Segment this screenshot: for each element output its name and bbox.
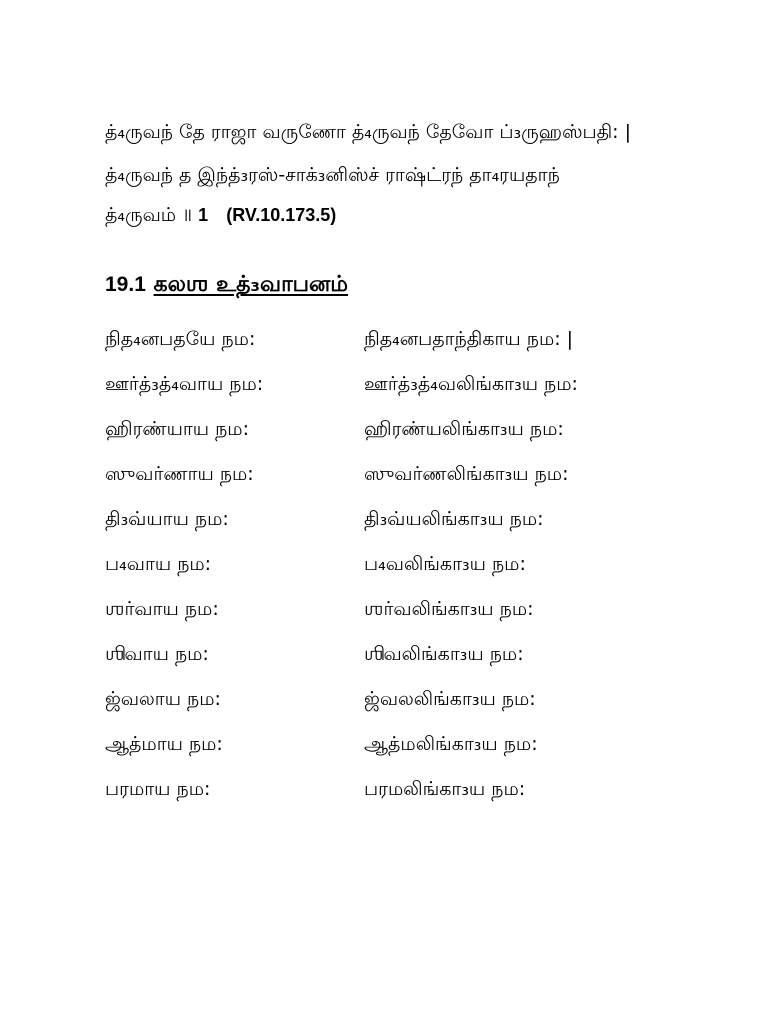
section-title: கலஶ உத்₃வாபனம் [153, 272, 349, 297]
name-right: ஹிரண்யலிங்கா₃ய நம: [364, 418, 564, 440]
name-right: ஸுவர்ணலிங்கா₃ய நம: [364, 463, 569, 485]
list-item [105, 508, 725, 553]
name-right: நித₄னபதாந்திகாய நம: | [364, 328, 574, 350]
name-right: ஶர்வலிங்கா₃ய நம: [364, 598, 534, 620]
name-left: ஶர்வாய நம: [105, 598, 219, 620]
name-right: ஊர்த்₃த்₄வலிங்கா₃ய நம: [364, 373, 578, 395]
list-item [105, 643, 725, 688]
list-item [105, 463, 725, 508]
names-list [105, 328, 725, 823]
verse-line-3-text: த்₄ருவம் ॥ [105, 204, 199, 226]
name-left: ஸுவர்ணாய நம: [105, 463, 254, 485]
name-left: ஜ்வலாய நம: [105, 688, 221, 710]
name-left: ஹிரண்யாய நம: [105, 418, 249, 440]
verse-line-3 [105, 203, 336, 227]
name-right: ப₄வலிங்கா₃ய நம: [364, 553, 526, 575]
name-left: தி₃வ்யாய நம: [105, 508, 229, 530]
name-right: தி₃வ்யலிங்கா₃ய நம: [364, 508, 544, 530]
verse-line-2: த்₄ருவந் த இந்த்₃ரஸ்-சாக்₃னிஸ்ச் ராஷ்ட்ரந் தா₄ரயதாந் [105, 164, 560, 186]
list-item [105, 418, 725, 463]
name-right: ஶிவலிங்கா₃ய நம: [364, 643, 524, 665]
name-right: பரமலிங்கா₃ய நம: [364, 778, 526, 800]
list-item [105, 733, 725, 778]
list-item [105, 688, 725, 733]
section-number: 19.1 [105, 273, 146, 296]
section-heading [105, 272, 348, 300]
list-item [105, 328, 725, 373]
verse-number: 1 [198, 205, 209, 225]
list-item [105, 553, 725, 598]
name-left: ஶிவாய நம: [105, 643, 209, 665]
name-left: பரமாய நம: [105, 778, 211, 800]
name-left: நித₄னபதயே நம: [105, 328, 256, 350]
name-left: ஊர்த்₃த்₄வாய நம: [105, 373, 264, 395]
name-left: ப₄வாய நம: [105, 553, 212, 575]
list-item [105, 373, 725, 418]
verse-reference: (RV.10.173.5) [226, 205, 337, 225]
name-right: ஆத்மலிங்கா₃ய நம: [364, 733, 538, 755]
list-item [105, 598, 725, 643]
list-item [105, 778, 725, 823]
blank-area [0, 820, 768, 1020]
name-left: ஆத்மாய நம: [105, 733, 223, 755]
name-right: ஜ்வலலிங்கா₃ய நம: [364, 688, 536, 710]
verse-line-1: த்₄ருவந் தே ராஜா வருணோ த்₄ருவந் தேவோ ப்₃ருஹஸ்பதி: | [105, 121, 632, 143]
